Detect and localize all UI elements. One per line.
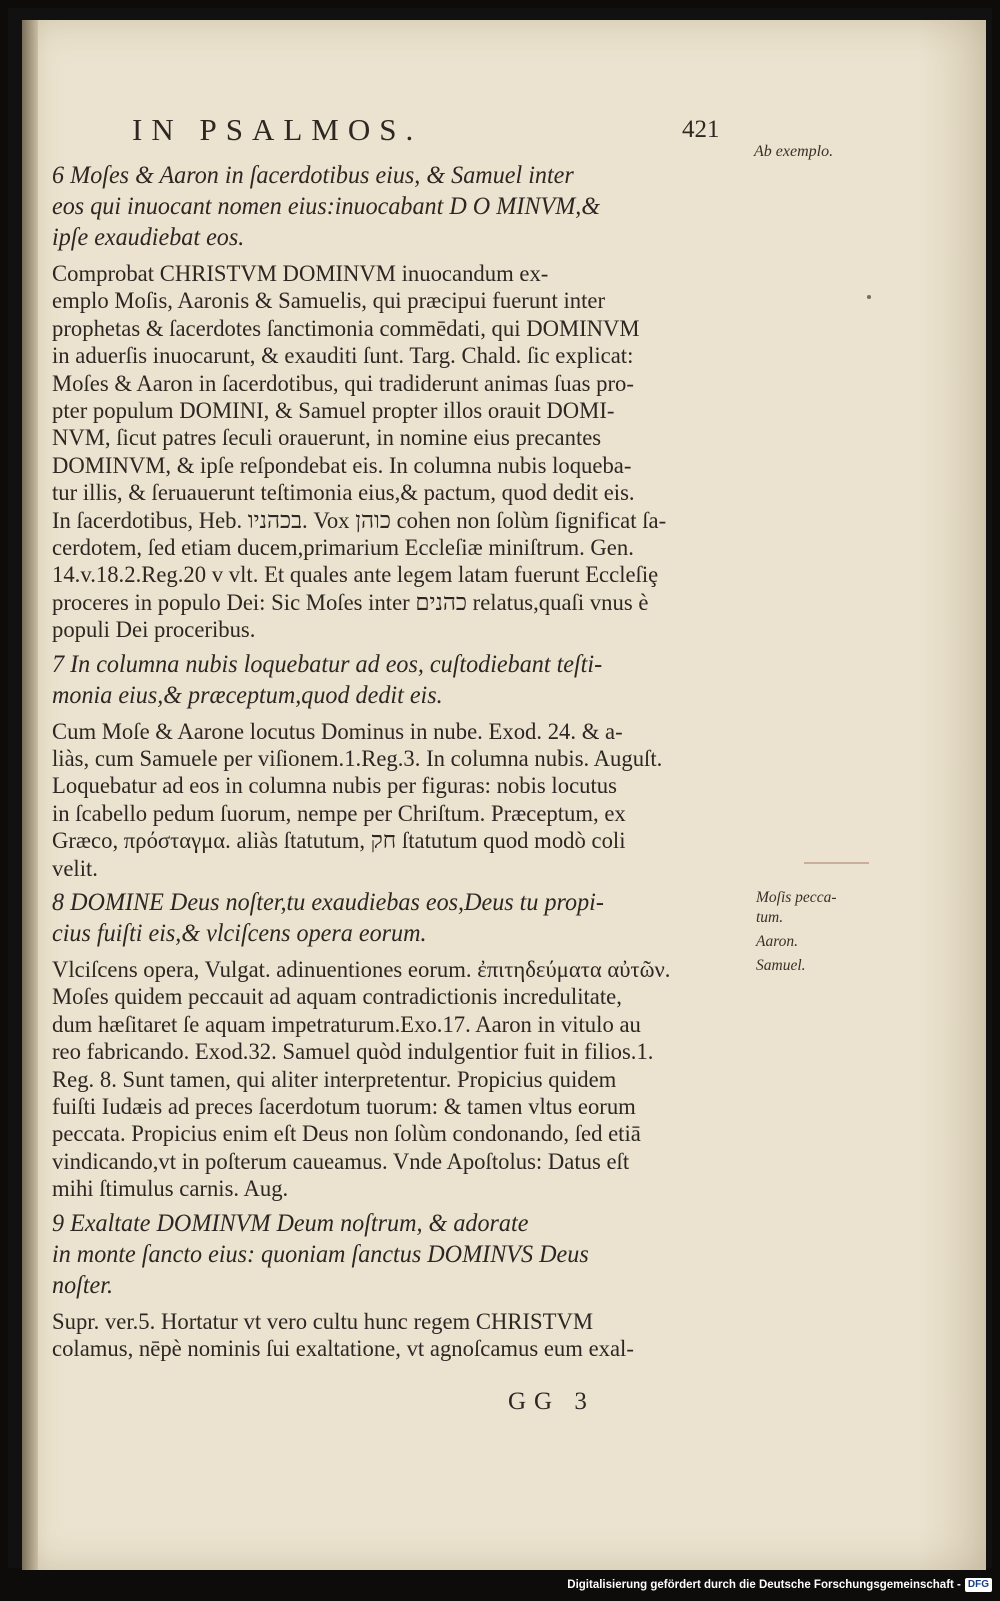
margin-note-mosis-peccatum: Moſis pecca- [756, 889, 837, 906]
commentary-line: Supr. ver.5. Hortatur vt vero cultu hunc regem CHRISTVM [52, 1308, 594, 1335]
commentary-line: in aduerſis inuocarunt, & exauditi ſunt. Targ. Chald. ſic explicat: [52, 343, 634, 370]
footer-credit [567, 1577, 992, 1593]
verse-line: monia eius,& præceptum,quod dedit eis. [52, 681, 443, 709]
commentary-line: Moſes & Aaron in ſacerdotibus, qui tradiderunt animas ſuas pro- [52, 370, 634, 397]
verse-line: eos qui inuocant nomen eius:inuocabant D O MINVM,& [52, 193, 601, 220]
commentary-line: velit. [52, 855, 98, 882]
commentary-line: in ſcabello pedum ſuorum, nempe per Chriſtum. Præceptum, ex [52, 800, 626, 827]
signature-mark: GG 3 [508, 1388, 595, 1415]
commentary-line: reo fabricando. Exod.32. Samuel quòd indulgentior fuit in filios.1. [52, 1039, 654, 1066]
running-head: IN PSALMOS. [132, 112, 423, 147]
commentary-line: Loquebatur ad eos in columna nubis per figuras: nobis locutus [52, 773, 617, 800]
commentary-line: Cum Moſe & Aarone locutus Dominus in nube. Exod. 24. & a- [52, 718, 623, 745]
verse-line: in monte ſancto eius: quoniam ſanctus DOMINVS Deus [52, 1240, 589, 1268]
verse-line: 9 Exaltate DOMINVM Deum noſtrum, & adorate [52, 1209, 529, 1237]
book-page [22, 20, 986, 1570]
footer-text: Digitalisierung gefördert durch die Deutsche Forschungsgemeinschaft - [567, 1579, 961, 1591]
commentary-line: emplo Moſis, Aaronis & Samuelis, qui præcipui fuerunt inter [52, 288, 606, 315]
margin-note-aaron: Aaron. [756, 933, 799, 950]
commentary-line: In ſacerdotibus, Heb. בכהניו. Vox כוהן cohen non ſolùm ſignificat ſa- [52, 507, 667, 534]
margin-note-tum: tum. [756, 909, 784, 926]
commentary-line: populi Dei proceribus. [52, 617, 256, 644]
commentary-line: Vlciſcens opera, Vulgat. adinuentiones eorum. ἐπιτηδεύματα αὐτῶν. [52, 957, 671, 983]
verse-line: ipſe exaudiebat eos. [52, 224, 245, 251]
commentary-line: peccata. Propicius enim eſt Deus non ſolùm condonando, ſed etiā [52, 1121, 641, 1148]
commentary-line: prophetas & ſacerdotes ſanctimonia commēdati, qui DOMINVM [52, 315, 640, 342]
commentary-line: 14.v.18.2.Reg.20 v vlt. Et quales ante legem latam fuerunt Eccleſiȩ [52, 562, 659, 589]
commentary-line: tur illis, & ſeruauerunt teſtimonia eius,& pactum, quod dedit eis. [52, 480, 635, 507]
verse-line: noſter. [52, 1271, 113, 1299]
spine-shadow [22, 20, 38, 1570]
commentary-line: DOMINVM, & ipſe reſpondebat eis. In columna nubis loqueba- [52, 452, 632, 479]
commentary-line: Moſes quidem peccauit ad aquam contradictionis incredulitate, [52, 984, 622, 1011]
commentary-line: fuiſti Iudæis ad preces ſacerdotum tuorum: & tamen vltus eorum [52, 1094, 636, 1120]
commentary-line: cerdotem, ſed etiam ducem,primarium Eccleſiæ miniſtrum. Gen. [52, 535, 634, 561]
verse-line: 6 Moſes & Aaron in ſacerdotibus eius, & Samuel inter [52, 162, 574, 189]
commentary-line: colamus, nēpè nominis ſui exaltatione, vt agnoſcamus eum exal- [52, 1336, 634, 1362]
margin-note-ab-exemplo: Ab exemplo. [754, 143, 834, 160]
scan-frame [8, 8, 992, 1568]
verse-line: 7 In columna nubis loquebatur ad eos, cuſtodiebant teſti- [52, 650, 603, 678]
commentary-line: liàs, cum Samuele per viſionem.1.Reg.3. In columna nubis. Auguſt. [52, 746, 663, 772]
ink-stroke [804, 862, 869, 864]
verse-line: 8 DOMINE Deus noſter,tu exaudiebas eos,Deus tu propi- [52, 889, 604, 916]
commentary-line: vindicando,vt in poſterum caueamus. Vnde Apoſtolus: Datus eſt [52, 1148, 630, 1175]
commentary-line: Comprobat CHRISTVM DOMINVM inuocandum ex- [52, 261, 549, 287]
commentary-line: Reg. 8. Sunt tamen, qui aliter interpretentur. Propicius quidem [52, 1066, 617, 1093]
verse-line: cius fuiſti eis,& vlciſcens opera eorum. [52, 920, 427, 947]
dfg-logo: DFG [965, 1578, 992, 1592]
commentary-line: Græco, πρόσταγμα. aliàs ſtatutum, חק ſtatutum quod modò coli [52, 828, 626, 855]
margin-note-samuel: Samuel. [756, 957, 806, 974]
ink-spot [867, 295, 871, 299]
page-number: 421 [682, 116, 720, 143]
commentary-line: dum hæſitaret ſe aquam impetraturum.Exo.17. Aaron in vitulo au [52, 1011, 641, 1038]
commentary-line: mihi ſtimulus carnis. Aug. [52, 1176, 289, 1203]
commentary-line: pter populum DOMINI, & Samuel propter illos orauit DOMI- [52, 398, 615, 424]
commentary-line: NVM, ſicut patres ſeculi orauerunt, in nomine eius precantes [52, 425, 602, 452]
commentary-line: proceres in populo Dei: Sic Moſes inter כהנים relatus,quaſi vnus è [52, 589, 649, 616]
